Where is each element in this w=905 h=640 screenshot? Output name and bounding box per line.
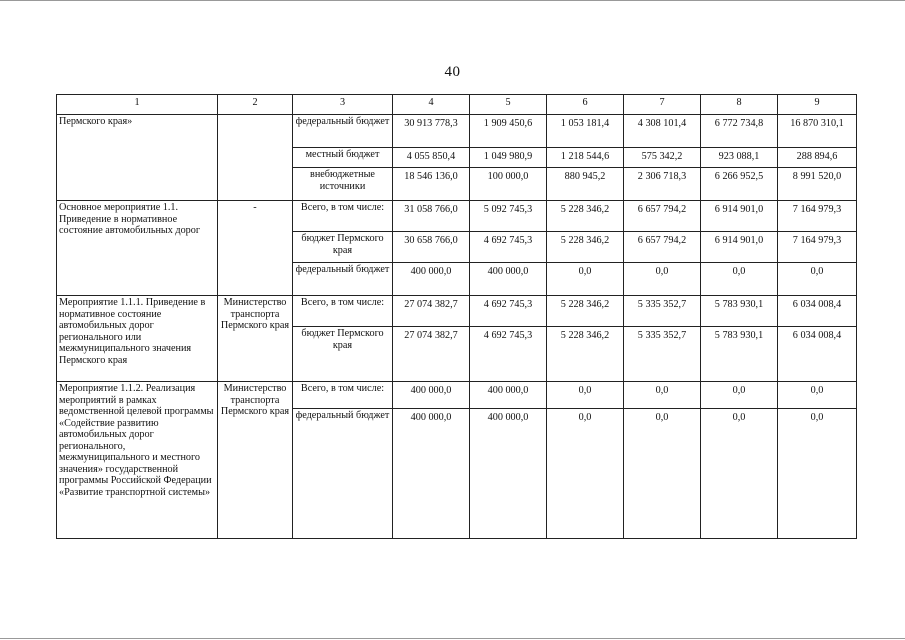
value-cell: 575 342,2 (624, 148, 701, 168)
value-cell: 923 088,1 (701, 148, 778, 168)
value-cell: 400 000,0 (393, 382, 470, 409)
funding-source-cell: федеральный бюджет (293, 409, 393, 539)
value-cell: 100 000,0 (470, 168, 547, 201)
column-header: 5 (470, 95, 547, 115)
value-cell: 5 783 930,1 (701, 296, 778, 327)
value-cell: 5 228 346,2 (547, 327, 624, 382)
value-cell: 400 000,0 (393, 409, 470, 539)
activity-name-cell: Мероприятие 1.1.2. Реализация мероприятий в рамках ведомственной целевой программы «Содействие развитию автомобильных дорог регионального, межмуниципального и местного значения» государственной программы Российской Федерации «Развитие транспортной системы» (57, 382, 218, 539)
funding-source-cell: бюджет Пермского края (293, 232, 393, 263)
executor-cell (218, 115, 293, 201)
value-cell: 27 074 382,7 (393, 327, 470, 382)
value-cell: 6 914 901,0 (701, 201, 778, 232)
value-cell: 30 658 766,0 (393, 232, 470, 263)
budget-table (56, 94, 857, 539)
value-cell: 6 914 901,0 (701, 232, 778, 263)
value-cell: 6 657 794,2 (624, 232, 701, 263)
column-header: 1 (57, 95, 218, 115)
value-cell: 400 000,0 (393, 263, 470, 296)
value-cell: 0,0 (701, 382, 778, 409)
value-cell: 4 692 745,3 (470, 296, 547, 327)
value-cell: 16 870 310,1 (778, 115, 857, 148)
column-header: 8 (701, 95, 778, 115)
scan-edge-bottom (0, 638, 905, 639)
column-header: 7 (624, 95, 701, 115)
value-cell: 1 049 980,9 (470, 148, 547, 168)
funding-source-cell: бюджет Пермского края (293, 327, 393, 382)
column-header: 2 (218, 95, 293, 115)
funding-source-cell: Всего, в том числе: (293, 201, 393, 232)
value-cell: 288 894,6 (778, 148, 857, 168)
activity-name-cell: Пермского края» (57, 115, 218, 201)
value-cell: 5 228 346,2 (547, 232, 624, 263)
value-cell: 30 913 778,3 (393, 115, 470, 148)
value-cell: 0,0 (624, 382, 701, 409)
executor-cell: Министерство транспорта Пермского края (218, 296, 293, 382)
value-cell: 400 000,0 (470, 382, 547, 409)
activity-name-cell: Мероприятие 1.1.1. Приведение в нормативное состояние автомобильных дорог регионального или межмуниципального значения Пермского края (57, 296, 218, 382)
column-header: 3 (293, 95, 393, 115)
value-cell: 4 308 101,4 (624, 115, 701, 148)
value-cell: 6 034 008,4 (778, 296, 857, 327)
value-cell: 6 657 794,2 (624, 201, 701, 232)
value-cell: 0,0 (547, 263, 624, 296)
value-cell: 400 000,0 (470, 263, 547, 296)
value-cell: 0,0 (624, 409, 701, 539)
funding-source-cell: Всего, в том числе: (293, 296, 393, 327)
table-row (57, 296, 857, 327)
value-cell: 31 058 766,0 (393, 201, 470, 232)
value-cell: 880 945,2 (547, 168, 624, 201)
value-cell: 400 000,0 (470, 409, 547, 539)
column-header: 6 (547, 95, 624, 115)
value-cell: 5 092 745,3 (470, 201, 547, 232)
table-row (57, 382, 857, 409)
value-cell: 8 991 520,0 (778, 168, 857, 201)
table-row (57, 115, 857, 148)
value-cell: 6 772 734,8 (701, 115, 778, 148)
value-cell: 6 266 952,5 (701, 168, 778, 201)
value-cell: 6 034 008,4 (778, 327, 857, 382)
value-cell: 5 228 346,2 (547, 296, 624, 327)
value-cell: 5 335 352,7 (624, 327, 701, 382)
value-cell: 0,0 (547, 382, 624, 409)
value-cell: 1 053 181,4 (547, 115, 624, 148)
funding-source-cell: Всего, в том числе: (293, 382, 393, 409)
value-cell: 0,0 (624, 263, 701, 296)
value-cell: 7 164 979,3 (778, 201, 857, 232)
page-number: 40 (444, 64, 461, 80)
funding-source-cell: внебюджетные источники (293, 168, 393, 201)
funding-source-cell: федеральный бюджет (293, 115, 393, 148)
table-row (57, 201, 857, 232)
funding-source-cell: местный бюджет (293, 148, 393, 168)
scan-edge-top (0, 0, 905, 1)
funding-source-cell: федеральный бюджет (293, 263, 393, 296)
value-cell: 7 164 979,3 (778, 232, 857, 263)
executor-cell: Министерство транспорта Пермского края (218, 382, 293, 539)
value-cell: 0,0 (778, 409, 857, 539)
column-header: 9 (778, 95, 857, 115)
executor-cell: - (218, 201, 293, 296)
value-cell: 2 306 718,3 (624, 168, 701, 201)
value-cell: 5 335 352,7 (624, 296, 701, 327)
value-cell: 0,0 (547, 409, 624, 539)
value-cell: 5 228 346,2 (547, 201, 624, 232)
value-cell: 1 218 544,6 (547, 148, 624, 168)
column-header: 4 (393, 95, 470, 115)
column-number-row (57, 95, 857, 115)
value-cell: 0,0 (778, 382, 857, 409)
value-cell: 4 692 745,3 (470, 232, 547, 263)
activity-name-cell: Основное мероприятие 1.1. Приведение в нормативное состояние автомобильных дорог (57, 201, 218, 296)
value-cell: 4 055 850,4 (393, 148, 470, 168)
value-cell: 27 074 382,7 (393, 296, 470, 327)
value-cell: 0,0 (701, 409, 778, 539)
value-cell: 0,0 (778, 263, 857, 296)
value-cell: 0,0 (701, 263, 778, 296)
value-cell: 18 546 136,0 (393, 168, 470, 201)
value-cell: 1 909 450,6 (470, 115, 547, 148)
value-cell: 4 692 745,3 (470, 327, 547, 382)
value-cell: 5 783 930,1 (701, 327, 778, 382)
